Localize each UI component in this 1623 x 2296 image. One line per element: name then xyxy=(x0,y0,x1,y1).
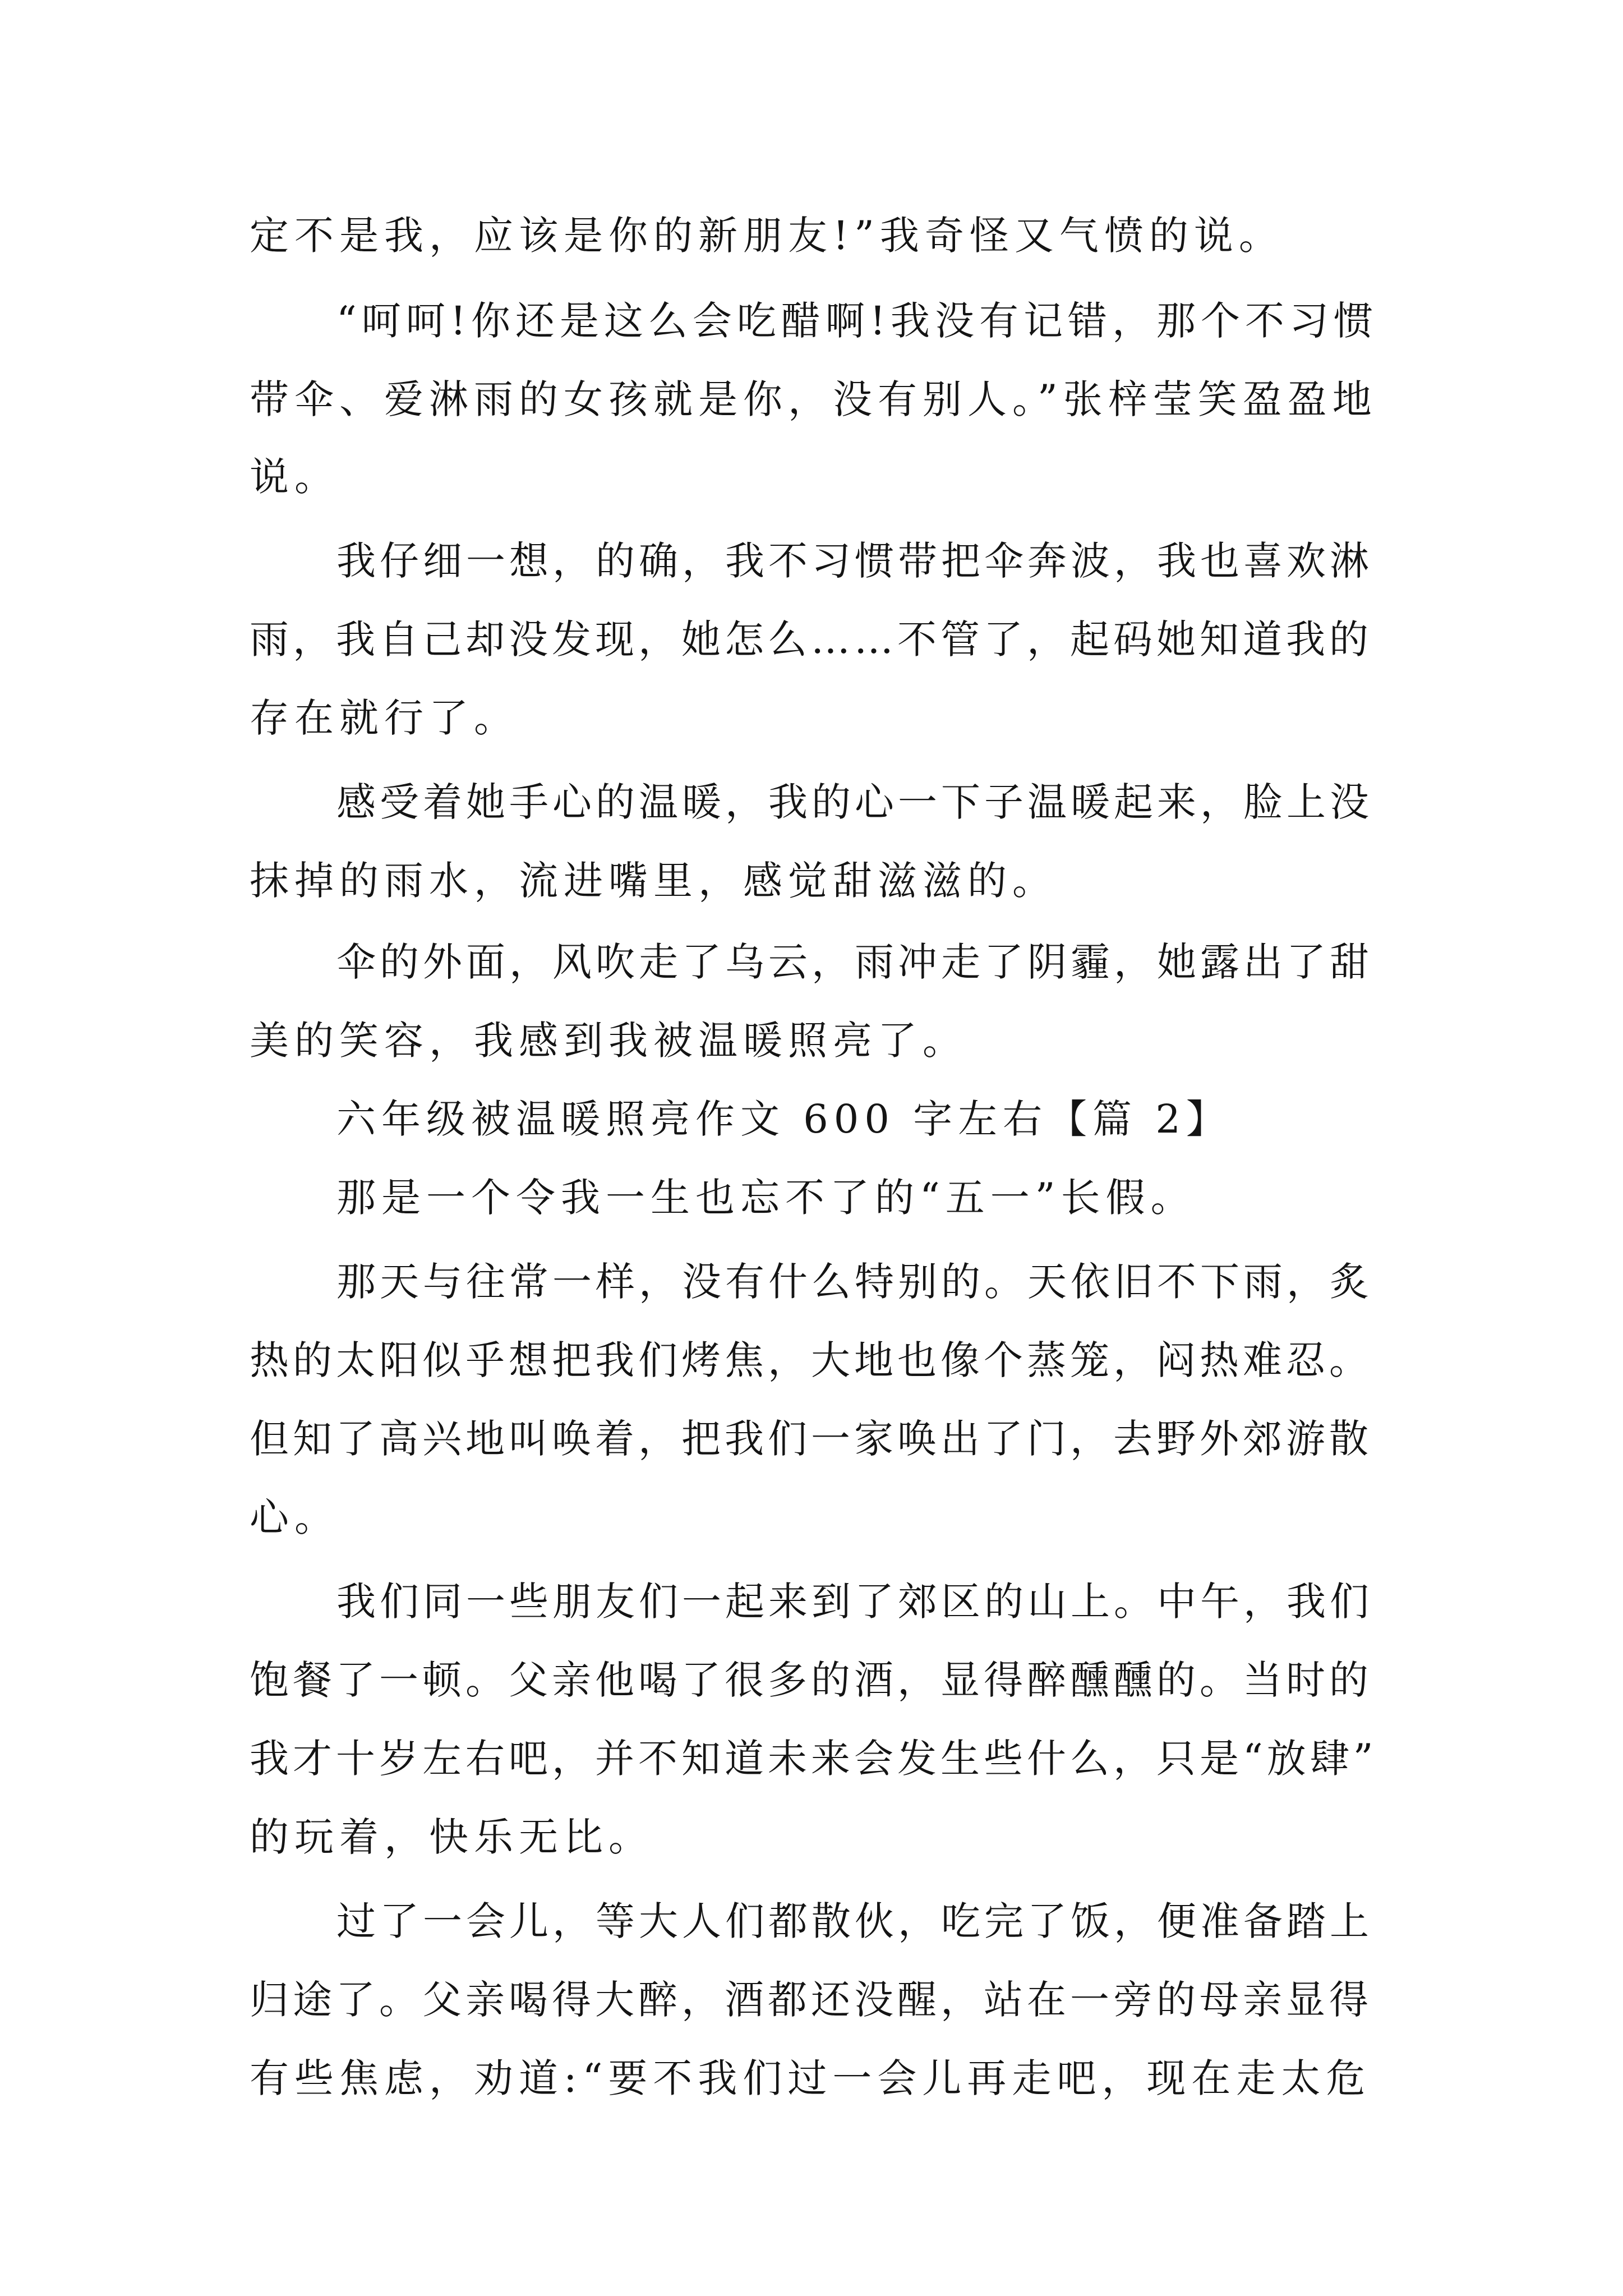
text-line: 那是一个令我一生也忘不了的“五一”长假。 xyxy=(336,1175,1196,1221)
text-line: 雨，我自己却没发现，她怎么……不管了，起码她知道我的 xyxy=(250,616,1372,662)
text-line: “呵呵!你还是这么会吃醋啊!我没有记错，那个不习惯 xyxy=(336,298,1378,344)
text-line: 过了一会儿，等大人们都散伙，吃完了饭，便准备踏上 xyxy=(336,1898,1373,1944)
text-line: 伞的外面，风吹走了乌云，雨冲走了阴霾，她露出了甜 xyxy=(336,939,1373,985)
text-line: 带伞、爱淋雨的女孩就是你，没有别人。”张梓莹笑盈盈地 xyxy=(250,376,1377,422)
text-line: 归途了。父亲喝得大醉，酒都还没醒，站在一旁的母亲显得 xyxy=(250,1977,1372,2023)
text-line: 说。 xyxy=(250,454,339,500)
text-line: 抹掉的雨水，流进嘴里，感觉甜滋滋的。 xyxy=(250,858,1057,904)
section-heading: 六年级被温暖照亮作文 600 字左右【篇 2】 xyxy=(336,1096,1231,1142)
text-line: 我才十岁左右吧，并不知道未来会发生些什么，只是“放肆” xyxy=(250,1736,1377,1782)
text-line: 那天与往常一样，没有什么特别的。天依旧不下雨，炙 xyxy=(336,1259,1373,1305)
text-line: 我仔细一想，的确，我不习惯带把伞奔波，我也喜欢淋 xyxy=(336,538,1373,584)
text-line: 存在就行了。 xyxy=(250,695,519,741)
text-line: 有些焦虑，劝道:“要不我们过一会儿再走吧，现在走太危 xyxy=(250,2055,1371,2101)
text-line: 感受着她手心的温暖，我的心一下子温暖起来，脸上没 xyxy=(336,779,1373,825)
text-line: 心。 xyxy=(250,1494,339,1540)
text-line: 但知了高兴地叫唤着，把我们一家唤出了门，去野外郊游散 xyxy=(250,1416,1372,1462)
text-line: 饱餐了一顿。父亲他喝了很多的酒，显得醉醺醺的。当时的 xyxy=(250,1657,1372,1703)
text-line: 的玩着，快乐无比。 xyxy=(250,1814,653,1860)
text-line: 热的太阳似乎想把我们烤焦，大地也像个蒸笼，闷热难忍。 xyxy=(250,1337,1372,1383)
text-line: 我们同一些朋友们一起来到了郊区的山上。中午，我们 xyxy=(336,1579,1373,1625)
text-line: 定不是我，应该是你的新朋友!”我奇怪又气愤的说。 xyxy=(250,213,1284,259)
text-line: 美的笑容，我感到我被温暖照亮了。 xyxy=(250,1018,967,1064)
